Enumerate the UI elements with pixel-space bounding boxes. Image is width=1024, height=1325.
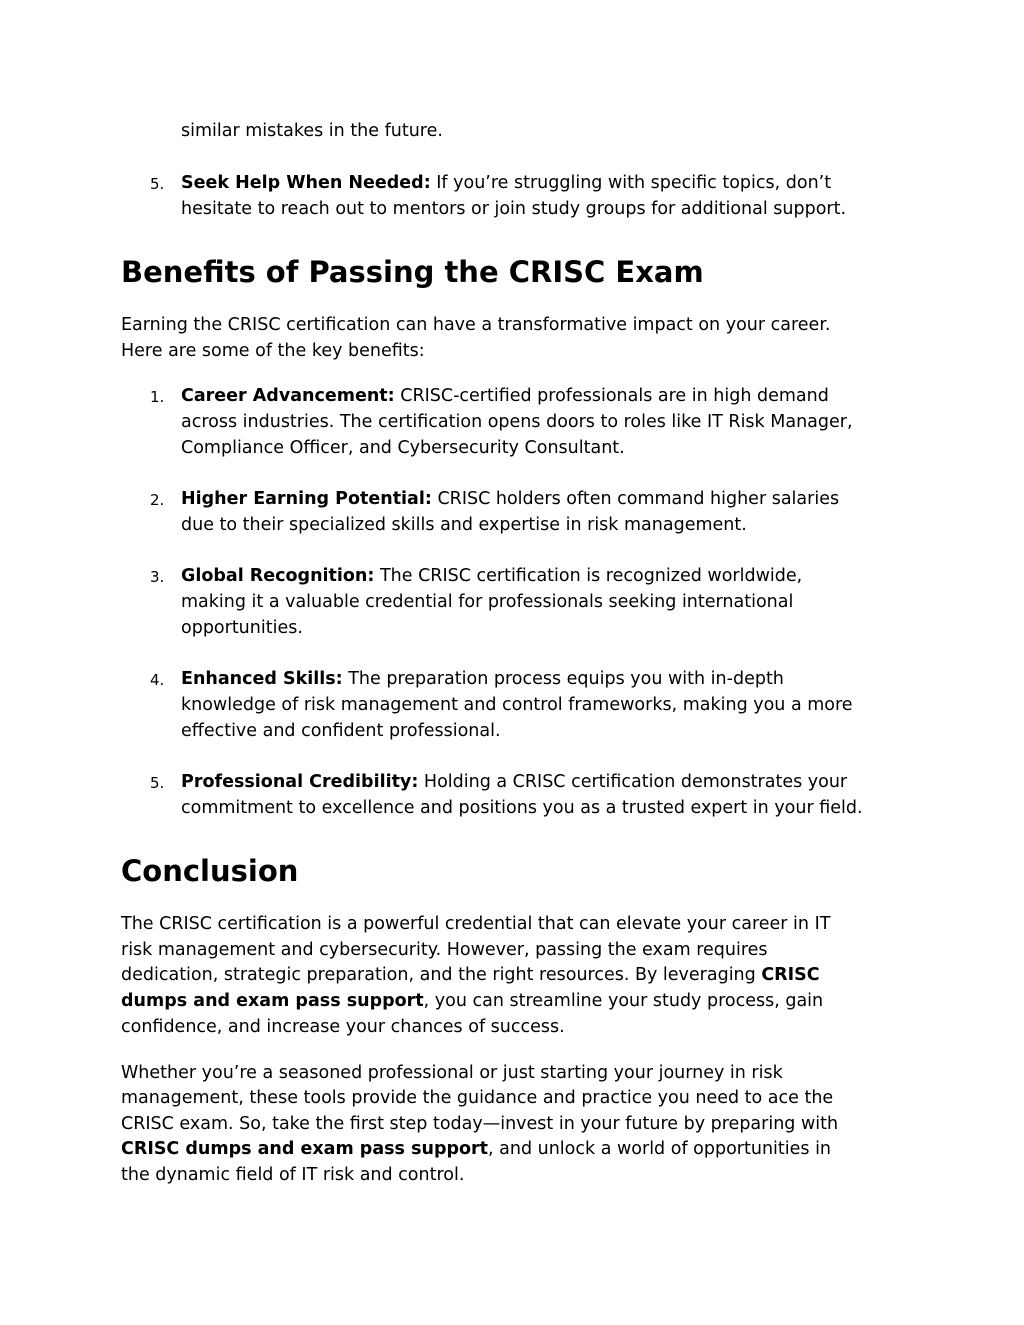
list-item-text: CRISC-certified professionals are in high demand [394, 386, 829, 406]
list-item-title: Professional Credibility: [181, 772, 419, 792]
list-item [181, 769, 847, 795]
list-item-number: 3. [150, 568, 165, 586]
emphasis-text: dumps and exam pass support [121, 991, 424, 1011]
conclusion-paragraph-line: management, these tools provide the guidance and practice you need to ace the [121, 1088, 834, 1108]
list-item-text: making it a valuable credential for professionals seeking international [181, 592, 794, 612]
list-item-text: Compliance Officer, and Cybersecurity Consultant. [181, 438, 625, 458]
tip-text: If you’re struggling with specific topics, don’t [430, 173, 832, 193]
list-item [181, 383, 829, 409]
tip-number: 5. [150, 175, 165, 193]
list-item-title: Higher Earning Potential: [181, 489, 432, 509]
paragraph-text: , you can streamline your study process, gain [423, 991, 824, 1011]
benefits-intro: Earning the CRISC certification can have a transformative impact on your career. [121, 315, 831, 335]
list-item-number: 1. [150, 388, 165, 406]
list-item-number: 5. [150, 774, 165, 792]
list-item-title: Global Recognition: [181, 566, 375, 586]
conclusion-paragraph-line: the dynamic field of IT risk and control. [121, 1165, 465, 1185]
paragraph-text: , and unlock a world of opportunities in [488, 1139, 832, 1159]
conclusion-paragraph-line: The CRISC certification is a powerful credential that can elevate your career in IT [121, 914, 831, 934]
continuation-line: similar mistakes in the future. [181, 121, 443, 141]
emphasis-text: CRISC [761, 965, 820, 985]
list-item-title: Career Advancement: [181, 386, 395, 406]
conclusion-paragraph-line [121, 988, 823, 1014]
list-item-number: 2. [150, 491, 165, 509]
list-item [181, 563, 802, 589]
list-item-text: across industries. The certification opens doors to roles like IT Risk Manager, [181, 412, 853, 432]
benefits-intro: Here are some of the key benefits: [121, 341, 425, 361]
conclusion-paragraph-line [121, 962, 820, 988]
list-item-text: opportunities. [181, 618, 303, 638]
list-item-text: effective and confident professional. [181, 721, 501, 741]
list-item [181, 486, 839, 512]
list-item-text: The CRISC certification is recognized worldwide, [374, 566, 803, 586]
list-item-title: Enhanced Skills: [181, 669, 343, 689]
list-item-text: due to their specialized skills and expertise in risk management. [181, 515, 747, 535]
conclusion-paragraph-line: Whether you’re a seasoned professional or just starting your journey in risk [121, 1063, 783, 1083]
conclusion-paragraph-line [121, 1136, 831, 1162]
list-item-text: knowledge of risk management and control frameworks, making you a more [181, 695, 853, 715]
list-item-text: Holding a CRISC certification demonstrates your [418, 772, 848, 792]
benefits-heading: Benefits of Passing the CRISC Exam [121, 255, 704, 289]
conclusion-paragraph-line: CRISC exam. So, take the first step today—invest in your future by preparing with [121, 1114, 839, 1134]
tip-line: hesitate to reach out to mentors or join study groups for additional support. [181, 199, 847, 219]
list-item-text: The preparation process equips you with in-depth [342, 669, 784, 689]
tip-line [181, 170, 831, 196]
list-item-text: CRISC holders often command higher salaries [431, 489, 840, 509]
conclusion-heading: Conclusion [121, 854, 299, 888]
conclusion-paragraph-line: confidence, and increase your chances of success. [121, 1017, 565, 1037]
list-item-number: 4. [150, 671, 165, 689]
tip-title: Seek Help When Needed: [181, 173, 431, 193]
conclusion-paragraph-line: risk management and cybersecurity. However, passing the exam requires [121, 940, 768, 960]
list-item-text: commitment to excellence and positions you as a trusted expert in your field. [181, 798, 863, 818]
emphasis-text: CRISC dumps and exam pass support [121, 1139, 489, 1159]
paragraph-text: dedication, strategic preparation, and the right resources. By leveraging [121, 965, 762, 985]
list-item [181, 666, 784, 692]
